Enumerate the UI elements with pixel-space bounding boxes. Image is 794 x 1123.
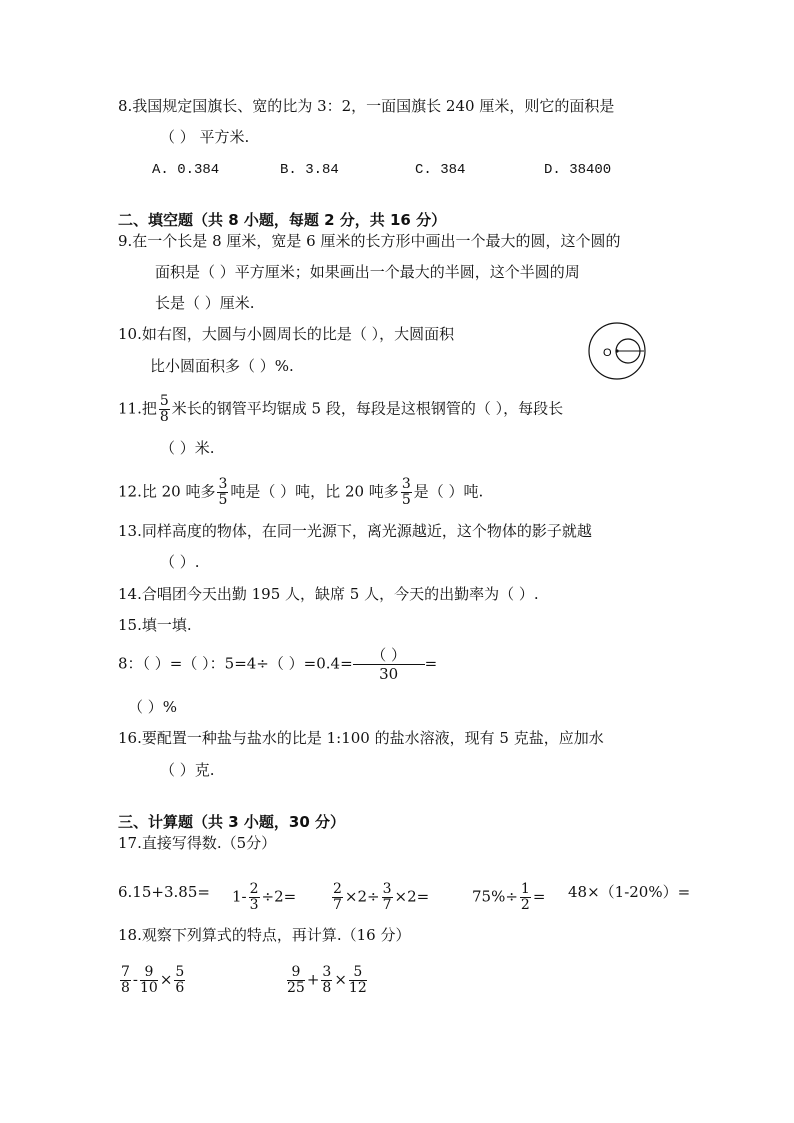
q10-line1: 10.如右图，大圆与小圆周长的比是（ ），大圆面积 <box>118 325 455 343</box>
q11-fraction: $\frac{5}{8}$ <box>159 393 169 425</box>
q15-line2 <box>118 646 437 683</box>
q8-option-c: C. 384 <box>415 162 466 178</box>
q11-line2: （ ）米. <box>160 439 215 457</box>
q17-expr-1: 6.15+3.85= <box>118 883 210 901</box>
q13-line1: 13.同样高度的物体，在同一光源下，离光源越近，这个物体的影子就越 <box>118 522 592 540</box>
q17-expr-3: $\frac{2}{7}$ ×2÷ $\frac{3}{7}$ ×2= <box>333 881 430 913</box>
q16-line2: （ ）克. <box>160 761 215 779</box>
q15-equation: 8：（ ）=（ ）：5=4÷（ ）=0.4= <box>118 654 353 673</box>
q9-line1: 9.在一个长是 8 厘米，宽是 6 厘米的长方形中画出一个最大的圆，这个圆的 <box>118 232 621 250</box>
q12-suffix: 是（ ）吨. <box>413 482 484 501</box>
q12-prefix: 12.比 20 吨多 <box>118 482 216 501</box>
q18-expr-1: $\frac{7}{8}$ - $\frac{9}{10}$ × $\frac{5}{6}$ <box>121 964 185 996</box>
q15-equals: = <box>424 654 438 673</box>
q9-line2: 面积是（ ）平方厘米；如果画出一个最大的半圆，这个半圆的周 <box>155 263 580 281</box>
q8-option-b: B. 3.84 <box>280 162 339 178</box>
q18-line1: 18.观察下列算式的特点，再计算.（16 分） <box>118 926 411 944</box>
q17-expr-4: 75%÷ $\frac{1}{2}$ = <box>472 881 546 913</box>
q12-fraction-1: $\frac{3}{5}$ <box>218 476 228 508</box>
q11-suffix: 米长的钢管平均锯成 5 段，每段是这根钢管的（ ），每段长 <box>171 399 564 418</box>
circle-center-label: O <box>603 347 612 359</box>
q12-middle: 吨是（ ）吨，比 20 吨多 <box>230 482 399 501</box>
q17-expr-5: 48×（1-20%）= <box>568 883 691 901</box>
q15-fraction: $\frac{( )}{30}$ <box>353 646 425 683</box>
q8-option-a: A. 0.384 <box>152 162 220 178</box>
q8-line1: 8.我国规定国旗长、宽的比为 3：2，一面国旗长 240 厘米，则它的面积是 <box>118 97 615 115</box>
q18-expr-2: $\frac{9}{25}$ + $\frac{3}{8}$ × $\frac{5}{12}$ <box>287 964 367 996</box>
q15-line1: 15.填一填. <box>118 616 192 634</box>
q12-line1 <box>118 477 483 508</box>
q13-line2: （ ）. <box>160 553 200 571</box>
q11-line1 <box>118 394 563 425</box>
q10-line2: 比小圆面积多（ ）%. <box>150 357 294 375</box>
q11-prefix: 11.把 <box>118 399 157 418</box>
circle-figure <box>586 320 648 382</box>
q17-line1: 17.直接写得数.（5分） <box>118 834 277 852</box>
q15-line3: （ ）% <box>128 698 178 716</box>
section2-heading: 二、填空题（共 8 小题，每题 2 分，共 16 分） <box>118 211 447 229</box>
q9-line3: 长是（ ）厘米. <box>155 294 255 312</box>
q14-line1: 14.合唱团今天出勤 195 人，缺席 5 人，今天的出勤率为（ ）. <box>118 585 539 603</box>
q12-fraction-2: $\frac{3}{5}$ <box>401 476 411 508</box>
q8-line2: （ ） 平方米. <box>160 128 250 146</box>
section3-heading: 三、计算题（共 3 小题，30 分） <box>118 813 345 831</box>
q17-expr-2: 1- $\frac{2}{3}$ ÷2= <box>232 881 297 913</box>
q8-option-d: D. 38400 <box>544 162 612 178</box>
q16-line1: 16.要配置一种盐与盐水的比是 1:100 的盐水溶液，现有 5 克盐，应加水 <box>118 729 604 747</box>
